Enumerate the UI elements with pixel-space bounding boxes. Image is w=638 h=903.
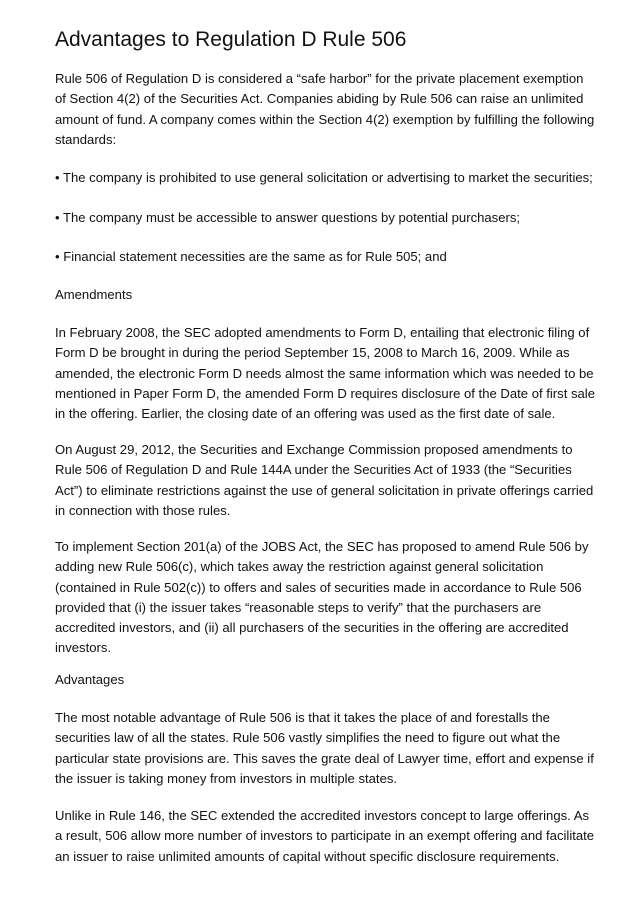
advantages-paragraph: Unlike in Rule 146, the SEC extended the accredited investors concept to large offerings. As a result, 506 allow more number of investors to participate in an exempt offering and facilitate an issuer to raise unlimited amounts of capital without specific disclosure requirements.: [55, 808, 595, 864]
section-heading-advantages: Advantages: [55, 672, 125, 687]
page-title: Advantages to Regulation D Rule 506: [55, 28, 407, 51]
section-heading-amendments: Amendments: [55, 287, 133, 302]
intro-paragraph: Rule 506 of Regulation D is considered a “safe harbor” for the private placement exemption of Section 4(2) of the Securities Act. Companies abiding by Rule 506 can raise an unlimited amount of fund. A company comes within the Section 4(2) exemption by fulfilling the following standards:: [55, 71, 595, 147]
bullet-item: • The company is prohibited to use general solicitation or advertising to market the securities;: [55, 170, 593, 185]
bullet-item: • Financial statement necessities are the same as for Rule 505; and: [55, 249, 447, 264]
bullet-item: • The company must be accessible to answer questions by potential purchasers;: [55, 210, 521, 225]
amendments-paragraph: To implement Section 201(a) of the JOBS Act, the SEC has proposed to amend Rule 506 by adding new Rule 506(c), which takes away the restriction against general solicitation (contained in Rule 502(c)) to offers and sales of securities made in accordance to Rule 506 provided that (i) the issuer takes “reasonable steps to verify” that the purchasers are accredited investors, and (ii) all purchasers of the securities in the offering are accredited investors.: [55, 539, 589, 656]
amendments-paragraph: In February 2008, the SEC adopted amendments to Form D, entailing that electronic filing of Form D be brought in during the period September 15, 2008 to March 16, 2009. While as amended, the electronic Form D needs almost the same information which was needed to be mentioned in Paper Form D, the amended Form D requires disclosure of the Date of first sale in the offering. Earlier, the closing date of an offering was used as the first date of sale.: [55, 325, 595, 422]
amendments-paragraph: On August 29, 2012, the Securities and Exchange Commission proposed amendments to Rule 506 of Regulation D and Rule 144A under the Securities Act of 1933 (the “Securities Act”) to eliminate restrictions against the use of general solicitation in private offerings carried in connection with those rules.: [55, 442, 594, 518]
advantages-paragraph: The most notable advantage of Rule 506 is that it takes the place of and forestalls the securities law of all the states. Rule 506 vastly simplifies the need to figure out what the particular state provisions are. This saves the grate deal of Lawyer time, effort and expense if the issuer is taking money from investors in multiple states.: [55, 710, 594, 786]
